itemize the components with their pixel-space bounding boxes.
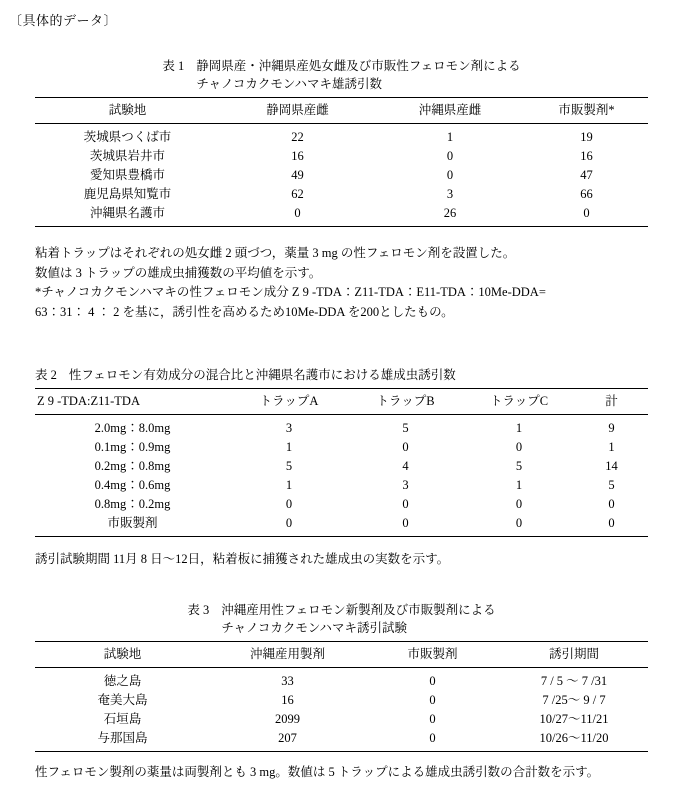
- table-block-2: [35, 366, 648, 537]
- table-2-caption-number: 表 2: [35, 368, 57, 382]
- table-2-note-0: 誘引試験期間 11月 8 日～12日，粘着板に捕獲された雄成虫の実数を示す。: [35, 552, 450, 566]
- table-3-cell-3-0: 与那国島: [35, 729, 210, 752]
- table-2: [35, 388, 648, 537]
- table-2-cell-4-2: 0: [402, 497, 409, 511]
- table-2-cell-5-1: 0: [230, 514, 348, 537]
- table-2-cell-3-1: 1: [285, 478, 293, 492]
- table-1-caption-line2: チャノコカクモンハマキ雄誘引数: [196, 77, 382, 91]
- table-1-cell-2-0: 愛知県豊橋市: [89, 168, 165, 182]
- table-2-cell-5-2: 0: [348, 514, 463, 537]
- table-3-cell-1-0: 奄美大島: [97, 693, 148, 707]
- table-2-cell-5-0: 市販製剤: [35, 514, 230, 537]
- table-3-cell-2-0: 石垣島: [103, 712, 142, 726]
- table-3-cell-3-1: 207: [210, 729, 365, 752]
- table-2-cell-1-1: 1: [285, 440, 293, 454]
- page-title: 〔具体的データ〕: [9, 13, 118, 28]
- table-2-cell-3-2: 3: [402, 478, 409, 492]
- table-3-cell-0-2: 0: [429, 674, 436, 688]
- table-1-cell-4-0: 沖縄県名護市: [35, 204, 220, 227]
- table-1-col-header-3: 市販製剤*: [525, 98, 648, 124]
- table-2-cell-0-4: 9: [608, 421, 615, 435]
- table-1-caption-number: 表 1: [162, 59, 185, 73]
- table-2-col-header-2: トラップB: [348, 389, 463, 415]
- table-3-cell-0-0: 徳之島: [103, 674, 142, 688]
- table-block-3: [35, 601, 648, 752]
- table-3-cell-0-1: 33: [281, 674, 294, 688]
- table-1-col-header-2: 沖縄県産雌: [375, 98, 525, 124]
- table-3-col-header-0: 試験地: [35, 642, 210, 668]
- table-row: [35, 147, 648, 166]
- table-3-header-row: [35, 642, 648, 668]
- table-1-cell-1-0: 茨城県岩井市: [89, 149, 165, 163]
- table-1-cell-4-2: 26: [375, 204, 525, 227]
- table-1-cell-2-2: 0: [446, 168, 454, 182]
- table-3-col-header-3: 誘引期間: [500, 642, 648, 668]
- table-1-cell-3-3: 66: [580, 187, 593, 201]
- table-row: [35, 514, 648, 537]
- table-1-cell-0-0: 茨城県つくば市: [83, 130, 172, 144]
- table-3-cell-2-1: 2099: [275, 712, 300, 726]
- table-2-cell-2-4: 14: [605, 459, 618, 473]
- table-1-col-header-0: 試験地: [35, 98, 220, 124]
- table-3-cell-1-2: 0: [429, 693, 436, 707]
- table-1-cell-2-1: 49: [291, 168, 304, 182]
- table-3-cell-2-3: 10/27～11/21: [539, 712, 609, 726]
- table-1-note-2: *チャノコカクモンハマキの性フェロモン成分 Z 9 -TDA：Z11-TDA：E11-TDA：10Me-DDA=: [35, 285, 546, 299]
- table-2-cell-2-0: 0.2mg：0.8mg: [94, 459, 171, 473]
- table-2-col-header-4: 計: [575, 389, 648, 415]
- table-1-cell-1-3: 16: [580, 149, 593, 163]
- table-3: [35, 641, 648, 752]
- table-2-col-header-1: トラップA: [230, 389, 348, 415]
- table-1-cell-3-1: 62: [291, 187, 304, 201]
- table-row: [35, 415, 648, 439]
- table-1-cell-1-1: 16: [291, 149, 304, 163]
- table-3-cell-2-2: 0: [429, 712, 436, 726]
- table-2-cell-1-0: 0.1mg：0.9mg: [94, 440, 171, 454]
- table-row: [35, 710, 648, 729]
- table-row: [35, 166, 648, 185]
- table-1-cell-0-2: 1: [446, 130, 454, 144]
- table-2-cell-1-3: 0: [515, 440, 523, 454]
- table-3-cell-3-2: 0: [365, 729, 500, 752]
- table-1-cell-3-2: 3: [446, 187, 454, 201]
- table-2-col-header-0: Z 9 -TDA:Z11-TDA: [35, 389, 230, 415]
- table-2-cell-4-4: 0: [608, 497, 615, 511]
- table-row: [35, 729, 648, 752]
- table-3-cell-1-1: 16: [281, 693, 294, 707]
- table-1-cell-0-3: 19: [580, 130, 593, 144]
- table-row: [35, 691, 648, 710]
- table-2-cell-2-3: 5: [515, 459, 523, 473]
- table-3-cell-1-3: 7 /25～ 9 / 7: [542, 693, 606, 707]
- table-2-cell-4-1: 0: [285, 497, 293, 511]
- table-row: [35, 476, 648, 495]
- table-3-notes: [35, 763, 660, 783]
- table-row: [35, 438, 648, 457]
- table-2-cell-2-2: 4: [402, 459, 409, 473]
- table-row: [35, 668, 648, 692]
- table-2-cell-1-2: 0: [402, 440, 409, 454]
- table-1-notes: [35, 244, 655, 322]
- table-2-cell-2-1: 5: [285, 459, 293, 473]
- table-1-cell-0-1: 22: [291, 130, 304, 144]
- table-1-cell-4-1: 0: [220, 204, 375, 227]
- table-1-cell-4-3: 0: [525, 204, 648, 227]
- table-1-caption-line1: 静岡県産・沖縄県産処女雌及び市販性フェロモン剤による: [196, 59, 521, 73]
- table-2-cell-4-3: 0: [515, 497, 523, 511]
- table-2-cell-3-3: 1: [515, 478, 523, 492]
- table-3-caption-line1: 沖縄産用性フェロモン新製剤及び市販製剤による: [221, 603, 496, 617]
- table-2-cell-0-2: 5: [402, 421, 409, 435]
- table-3-cell-0-3: 7 / 5 ～ 7 /31: [540, 674, 608, 688]
- table-row: [35, 204, 648, 227]
- table-3-caption: [35, 601, 648, 637]
- table-2-notes: [35, 550, 655, 570]
- table-3-caption-number: 表 3: [187, 603, 210, 617]
- table-1-note-0: 粘着トラップはそれぞれの処女雌 2 頭づつ，薬量 3 mg の性フェロモン剤を設置した。: [35, 246, 516, 260]
- table-3-col-header-2: 市販製剤: [365, 642, 500, 668]
- table-2-cell-5-4: 0: [575, 514, 648, 537]
- table-row: [35, 185, 648, 204]
- table-1-header-row: [35, 98, 648, 124]
- table-2-cell-3-0: 0.4mg：0.6mg: [94, 478, 171, 492]
- table-2-cell-0-1: 3: [285, 421, 293, 435]
- table-block-1: [35, 57, 648, 227]
- table-2-caption-line1: 性フェロモン有効成分の混合比と沖縄県名護市における雄成虫誘引数: [68, 368, 456, 382]
- table-1-col-header-1: 静岡県産雌: [220, 98, 375, 124]
- table-2-cell-3-4: 5: [608, 478, 615, 492]
- table-row: [35, 495, 648, 514]
- table-3-cell-3-3: 10/26～11/20: [500, 729, 648, 752]
- table-2-cell-0-0: 2.0mg：8.0mg: [94, 421, 171, 435]
- table-1-cell-2-3: 47: [580, 168, 593, 182]
- table-2-cell-0-3: 1: [515, 421, 523, 435]
- table-1-cell-1-2: 0: [446, 149, 454, 163]
- table-3-note-0: 性フェロモン製剤の薬量は両製剤とも 3 mg。数値は 5 トラップによる雄成虫誘引数の合計数を示す。: [35, 765, 600, 779]
- table-2-cell-4-0: 0.8mg：0.2mg: [94, 497, 171, 511]
- table-1-note-1: 数値は 3 トラップの雄成虫捕獲数の平均値を示す。: [35, 265, 322, 280]
- table-3-col-header-1: 沖縄産用製剤: [210, 642, 365, 668]
- table-3-caption-line2: チャノコカクモンハマキ誘引試験: [221, 621, 407, 635]
- table-1-caption: [35, 57, 648, 93]
- table-2-cell-1-4: 1: [608, 440, 615, 454]
- table-1: [35, 97, 648, 227]
- table-2-col-header-3: トラップC: [463, 389, 575, 415]
- table-2-header-row: [35, 389, 648, 415]
- table-1-cell-3-0: 鹿児島県知覧市: [83, 187, 172, 201]
- table-2-caption: [35, 366, 648, 384]
- table-row: [35, 124, 648, 148]
- table-row: [35, 457, 648, 476]
- table-1-note-3: 63：31： 4 ： 2 を基に，誘引性を高めるため10Me-DDA を200としたもの。: [35, 304, 454, 319]
- table-2-cell-5-3: 0: [463, 514, 575, 537]
